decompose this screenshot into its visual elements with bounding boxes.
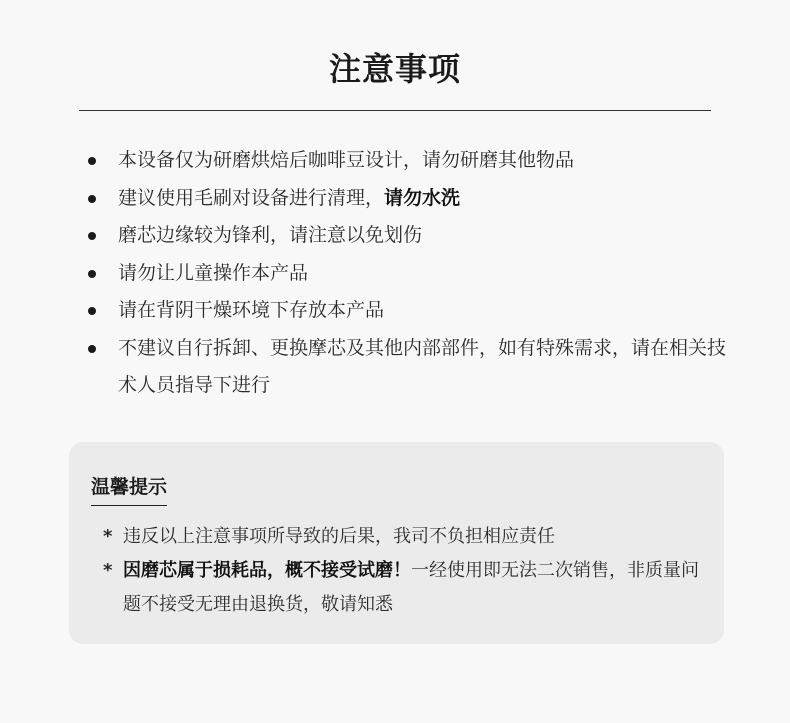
tips-list xyxy=(103,520,703,622)
note-text: 请在背阴干燥环境下存放本产品 xyxy=(118,299,385,321)
bullet-icon xyxy=(88,195,96,203)
list-item xyxy=(103,554,703,622)
tip-text: 违反以上注意事项所导致的后果，我司不负担相应责任 xyxy=(123,526,555,547)
asterisk-icon: * xyxy=(103,526,113,547)
list-item xyxy=(86,330,726,405)
asterisk-icon: * xyxy=(103,560,113,581)
list-item xyxy=(86,142,726,180)
list-item xyxy=(103,520,703,554)
list-item xyxy=(86,255,726,293)
title-divider xyxy=(79,110,711,111)
list-item xyxy=(86,292,726,330)
list-item xyxy=(86,180,726,218)
note-text: 建议使用毛刷对设备进行清理， xyxy=(118,186,385,209)
bullet-icon xyxy=(88,345,96,353)
notes-list xyxy=(86,142,726,405)
note-text: 不建议自行拆卸、更换摩芯及其他内部部件，如有特殊需求，请在相关技术人员指导下进行 xyxy=(118,336,727,396)
bullet-icon xyxy=(88,307,96,315)
note-text: 请勿让儿童操作本产品 xyxy=(118,261,309,284)
note-text: 本设备仅为研磨烘焙后咖啡豆设计，请勿研磨其他物品 xyxy=(118,149,575,171)
tips-title: 温馨提示 xyxy=(91,472,167,506)
bullet-icon xyxy=(88,232,96,240)
page-title: 注意事项 xyxy=(328,50,461,88)
bullet-icon xyxy=(88,157,96,165)
note-emphasis: 请勿水洗 xyxy=(384,186,461,209)
list-item xyxy=(86,217,726,255)
tips-panel xyxy=(69,442,724,644)
tip-emphasis: 因磨芯属于损耗品，概不接受试磨！ xyxy=(123,560,411,581)
bullet-icon xyxy=(88,270,96,278)
note-text: 磨芯边缘较为锋利，请注意以免划伤 xyxy=(118,224,423,246)
tip-text: 一经使用即无法二次销售，非质量问题不接受无理由退换货，敬请知悉 xyxy=(123,560,699,615)
